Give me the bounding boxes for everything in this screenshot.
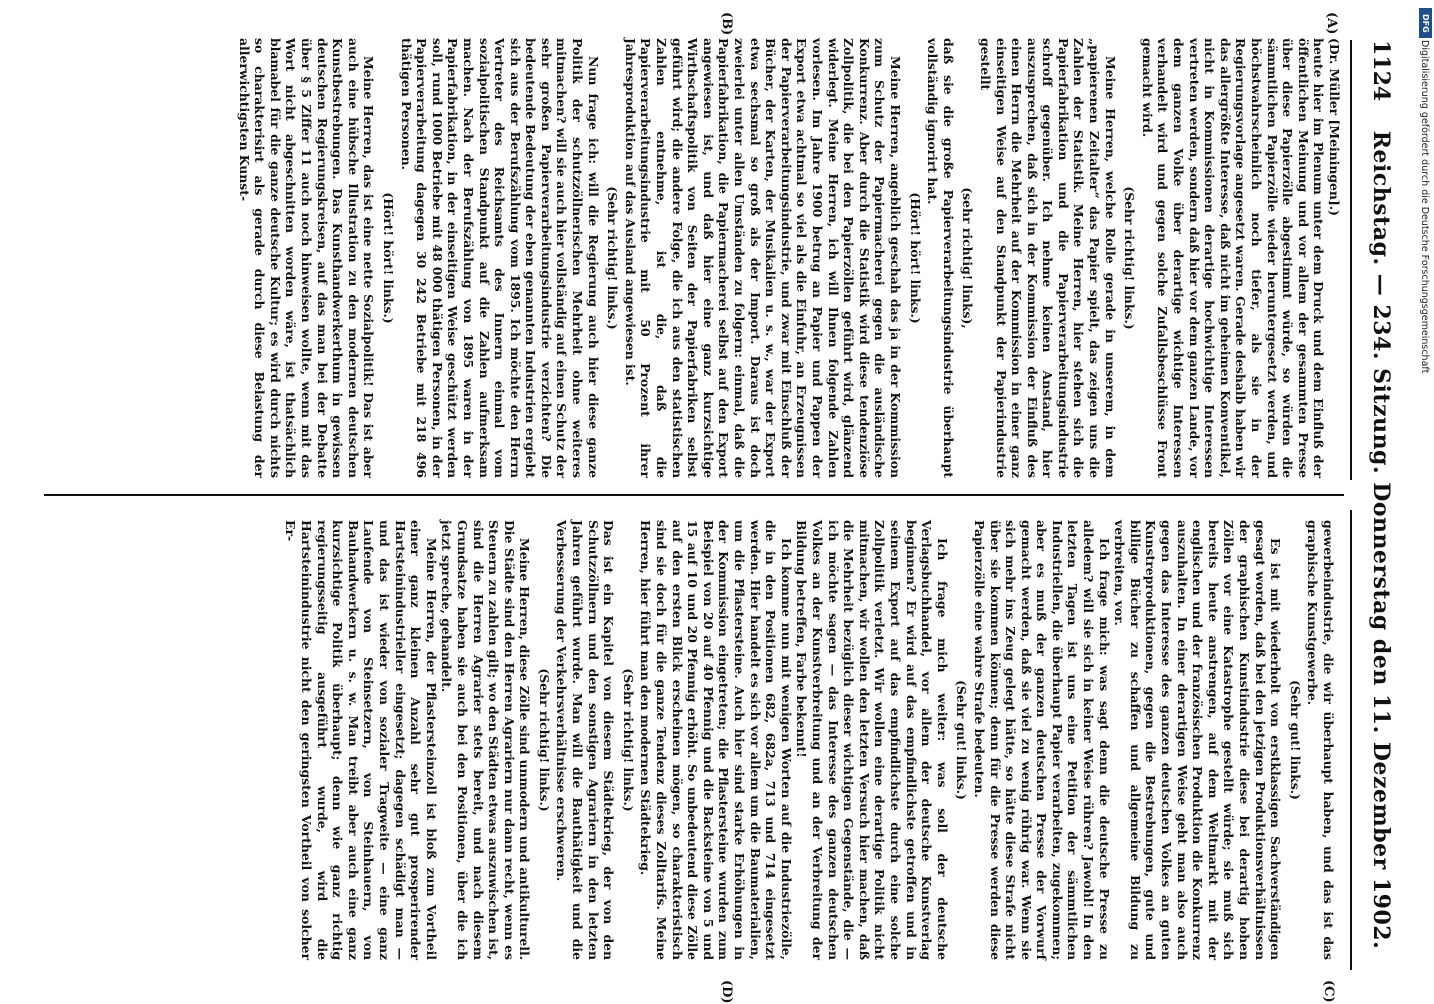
interjection: (Sehr richtig! links.)	[1122, 186, 1138, 330]
paragraph: Meine Herren, angeblich geschah das ja in der Kommission zum Schutz der Papiermacherei gegen die ausländische Konkurrenz. Aber durch die Statistik wird diese tendenziöse Zollpolitik, die bei den Papierzöllen geführt wird, glänzend widerlegt. Meine Herren, ich will Ihnen folgende Zahlen vorlesen. Im Jahre 1900 betrug an Papier und Pappen der Export etwa achtmal so viel als die Einfuhr, an Erzeugnissen der Papierverarbeitungsindustrie, und zwar mit Einschluß der Bücher, der Karten, der Musikalien u. s. w., war der Export etwa sechsmal so groß als der Import. Daraus ist doch zweierlei unter allen Umständen zu folgern: einmal, daß die Papierfabrikation, die Papiermacherei selbst auf den Export angewiesen ist, und daß hier eine ganz kurzsichtige Wirthschaftspolitik von Seiten der Papierfabriken selbst geführt wird; die andere Folge, die ich aus den statistischen Zahlen entnehme, ist die, daß die Papierverarbeitungsindustrie mit 50 Prozent ihrer Jahresproduktion auf das Ausland angewiesen ist.	[622, 38, 903, 478]
margin-letter-a: (A)	[1324, 12, 1339, 35]
interjection: (Sehr richtig! links.)	[536, 668, 552, 812]
paragraph: heute hier im Plenum unter dem Druck und dem Einfluß der öffentlichen Meinung und vor allem der gesammten Presse über diese Papierzölle abgestimmt würde, so würden die sämmtlichen Papierzölle wieder heruntergesetzt werden, und höchstwahrscheinlich noch tiefer, als sie in der Regierungsvorlage angesetzt waren. Gerade deshalb haben wir das allergrößte Interesse, daß nicht im geheimen Konventikel, nicht in Kommissionen derartige hochwichtige Interessen vertreten werden, sondern daß hier vor dem ganzen Lande, vor dem ganzen Volke über derartige wichtige Interessen verhandelt wird und gegen solche Zufallsbeschlüsse Front gemacht wird.	[1139, 38, 1327, 478]
margin-letter-c: (C)	[1321, 980, 1336, 1003]
paragraph: gewerbeindustrie, die wir überhaupt haben, und das ist das graphische Kunstgewerbe.	[1305, 520, 1336, 960]
margin-letter-b: (B)	[719, 12, 734, 36]
paragraph: Meine Herren, welche Rolle gerade in unserem, in dem „papierenen Zeitalter“ das Papier spielt, das zeigen uns die Zahlen der Statistik. Meine Herren, hier stehen sich die Papierfabrikation und die Papierverarbeitungsindustrie schroff gegenüber. Ich nehme keinen Anstand, hier auszusprechen, daß sich in der Kommission der Einfluß des einen Herrn die Mehrheit auf der Kommission in einer ganz einseitigen Weise auf den Standpunkt der Papierindustrie gestellt	[977, 38, 1118, 478]
paragraph: Das ist ein Kapitel von diesem Städtekrieg, der von den Schutzzöllnern und den sonstigen Agrariern in den letzten Jahren geführt wurde. Man will die Bauthätigkeit und die Verbesserung der Verkehrsverhältnisse erschweren.	[554, 520, 617, 960]
paragraph: Ich frage mich: was sagt denn die deutsche Presse zu alledem? will sie sich in keiner Weise rühren? Jawohl! In den letzten Tagen ist uns eine Petition der sämmtlichen Industriellen, die überhaupt Papier verarbeiten, zugekommen; aber es muß der ganzen deutschen Presse der Vorwurf gemacht werden, daß sie viel zu wenig rührig war. Wenn sie sich mehr ins Zeug gelegt hätte, so hätte diese Strafe nicht über sie kommen können; denn für die Presse werden diese Papierzölle eine wahre Strafe bedeuten.	[971, 520, 1112, 960]
paragraph: Es ist mit wiederholt von erstklassigen Sachverständigen gesagt worden, daß bei den jetzigen Produktionsverhältnissen der graphischen Kunstindustrie diese bei derartig hohen Zöllen vor eine Katastrophe gestellt würde; sie muß sich bereits heute anstrengen, auf dem Weltmarkt mit der englischen und der französischen Produktion die Konkurrenz auszuhalten. In einer derartigen Weise geht man also auch gegen das Interesse des ganzen deutschen Volkes an guten Kunstreproduktionen, gegen die Bestrebungen, gute und billige Bücher zu schaffen und allgemeine Bildung zu verbreiten, vor.	[1112, 520, 1284, 960]
column-divider	[44, 494, 1344, 496]
interjection: (sehr richtig! links),	[960, 187, 976, 329]
left-column	[236, 38, 1342, 478]
paragraph: Ich komme nun mit wenigen Worten auf die Industriezölle, die in den Positionen 682, 682a, 713 und 714 eingesetzt werden. Hier handelt es sich vor allem um die Baumaterialien, um die Pflastersteine. Auch hier sind starke Erhöhungen in der Kommission eingetreten; die Pflastersteine wurden zum Beispiel von 20 auf 40 Pfennig und die Backsteine von 5 und 15 auf 10 und 20 Pfennig erhöht. So unbedeutend diese Zölle auf den ersten Blick erscheinen mögen, so charakteristisch sind sie doch für die ganze Tendenz dieses Zolltarifs. Meine Herren, hier führt man den modernen Städtekrieg.	[638, 520, 794, 960]
interjection: (Sehr richtig! links.)	[620, 668, 636, 812]
header-rule-right	[1350, 510, 1352, 970]
margin-letter-d: (D)	[719, 980, 734, 1004]
paragraph: Meine Herren, das ist eine nette Sozialpolitik! Das ist aber auch eine hübsche Illustration zu den modernen deutschen Kunstbestrebungen. Das Kunsthandwerkerthum in gewissen deutschen Regierungskreisen, auf das man bei der Debatte über § 5 Ziffer 11 auch noch hinweisen wollte, wenn mit das Wort nicht abgeschnitten worden wäre, ist thatsächlich blamabel für die ganze deutsche Kultur; es wird durch nichts so charakterisirt als gerade durch diese Belastung der allerwichtigsten Kunst-	[236, 38, 377, 478]
paragraph: Nun frage ich: will die Regierung auch hier diese ganze Politik der schutzzöllnerischen Mehrheit ohne weiteres mitmachen? will sie auch hier vollständig auf einen Schutz der sehr großen Papierverarbeitungsindustrie verzichten? Die bedeutende Bedeutung der eben genannten Industrien ergiebt sich aus der Berufszählung vom 1895. Ich möchte den Herrn Vertreter des Reichsamts des Innern einmal vom sozialpolitischen Standpunkt auf die Zahlen aufmerksam machen. Nach der Berufszählung von 1895 waren in der Papierfabrikation, in der einseitigen Weise geschützt werden soll, rund 1000 Betriebe mit 48 000 thätigen Personen, in der Papierverarbeitung dagegen 30 242 Betriebe mit 218 496 thätigen Personen.	[398, 38, 601, 478]
paragraph: daß sie die große Papierverarbeitungsindustrie überhaupt vollständig ignorirt hat.	[925, 38, 956, 478]
page-header	[1356, 40, 1394, 970]
page-number: 1124	[1368, 40, 1394, 102]
interjection: (Hört! hört! links.)	[380, 192, 396, 324]
paragraph: Meine Herren, der Pflastersteinzoll ist bloß zum Vortheil einer ganz kleinen Anzahl sehr gut prosperirender Hartsteinindustrieller eingesetzt; dagegen schädigt man — und das ist wieder von sozialer Tragweite — eine ganz Laufende von Steinsetzern, von Steinhauern, von Bauhandwerkern u. s. w. Man treibt aber auch eine ganz kurzsichtige Politik überhaupt; denn wie ganz richtig regierungsseitig ausgeführt wurde, wird die Hartsteinindustrie nicht den geringsten Vortheil von solcher Er-	[283, 520, 439, 960]
interjection: (Hört! hört! links.)	[907, 192, 923, 324]
paragraph: Ich frage mich weiter: was soll der deutsche Verlagsbuchhandel, vor allem der deutsche Kunstverlag beginnen? Er wird auf das empfindlichste getroffen und in seinem Export auf das empfindlichste durch eine solche Zollpolitik verletzt. Wir wollen eine derartige Politik nicht mitmachen, wir wollen den letzten Versuch hier machen, daß die Mehrheit bezüglich dieser wichtigen Gegenstände, die — ich möchte sagen — das Interesse des ganzen deutschen Volkes an der Kunstverbreitung und an der Verbreitung der Bildung betreffen, Farbe bekennt!	[794, 520, 950, 960]
speaker-line: (Dr. Müller [Meiningen].)	[1327, 38, 1342, 216]
interjection: (Sehr gut! links.)	[1287, 680, 1303, 800]
interjection: (Sehr richtig! links.)	[605, 186, 621, 330]
paragraph: Meine Herren, diese Zölle sind unmodern und antikulturell. Die Städte sind den Herren Agrariern nur dann recht, wenn es Steuern zu zahlen gilt; wo den Städten etwas auszuwischen ist, sind die Herren Agrarier stets bereit, und nach diesem Grundsatze haben sie auch bei den Positionen, über die ich jetzt spreche, gehandelt.	[439, 520, 533, 960]
header-rule-left	[1350, 40, 1352, 480]
dfg-logo: DFG	[1419, 8, 1432, 38]
digitization-credit: Digitalisierung gefördert durch die Deutsche Forschungsgemeinschaft	[1419, 40, 1430, 374]
running-title: Reichstag. — 234. Sitzung. Donnerstag den 11. Dezember 1902.	[1368, 130, 1394, 950]
right-column	[283, 520, 1336, 960]
interjection: (Sehr gut! links.)	[954, 680, 970, 800]
